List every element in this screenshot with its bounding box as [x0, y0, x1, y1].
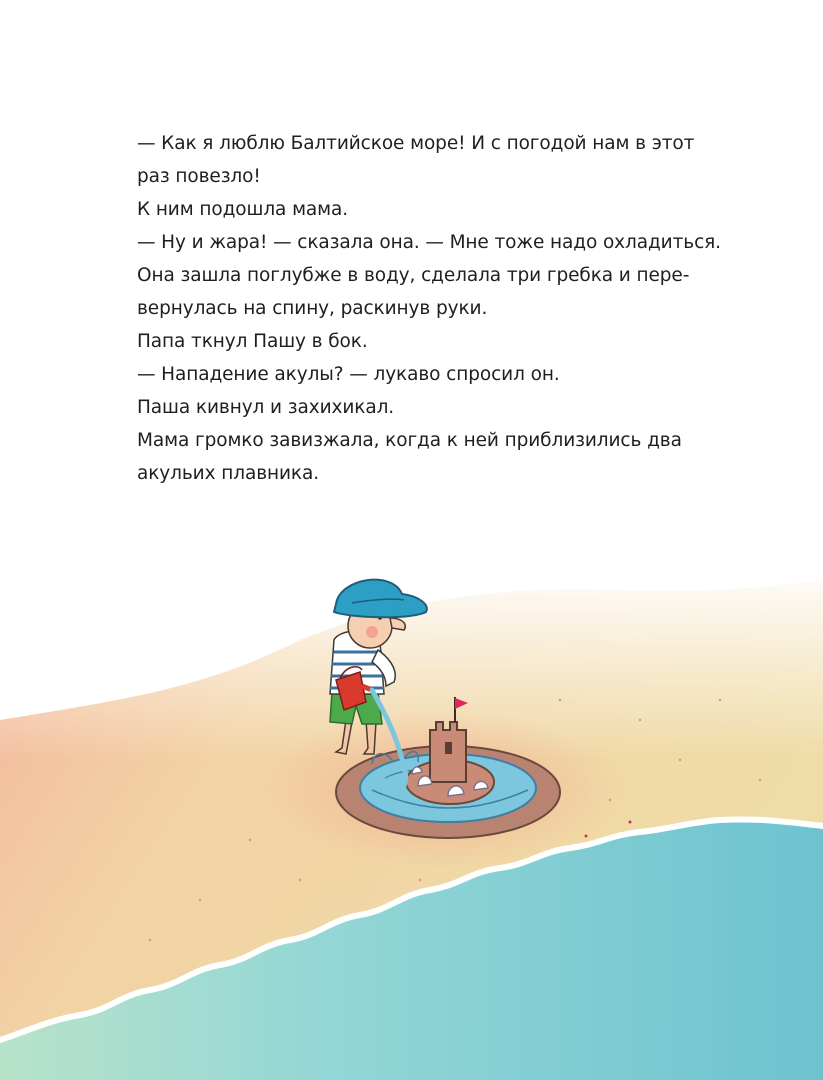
story-line: — Как я люблю Балтийское море! И с погодой нам в этот — [137, 133, 695, 154]
story-line: Мама громко завизжала, когда к ней приблизились два — [137, 430, 682, 451]
story-line: Папа ткнул Пашу в бок. — [137, 331, 368, 352]
story-line: — Нападение акулы? — лукаво спросил он. — [137, 364, 560, 385]
story-line: акульих плавника. — [137, 463, 320, 484]
story-line: Она зашла поглубже в воду, сделала три гребка и пере- — [137, 265, 690, 286]
story-line: К ним подошла мама. — [137, 199, 349, 220]
story-line: вернулась на спину, раскинув руки. — [137, 298, 488, 319]
story-line: — Ну и жара! — сказала она. — Мне тоже надо охладиться. — [137, 232, 721, 253]
story-line: раз повезло! — [137, 166, 261, 187]
story-text — [137, 127, 737, 490]
beach-illustration — [0, 540, 823, 1080]
story-line: Паша кивнул и захихикал. — [137, 397, 395, 418]
